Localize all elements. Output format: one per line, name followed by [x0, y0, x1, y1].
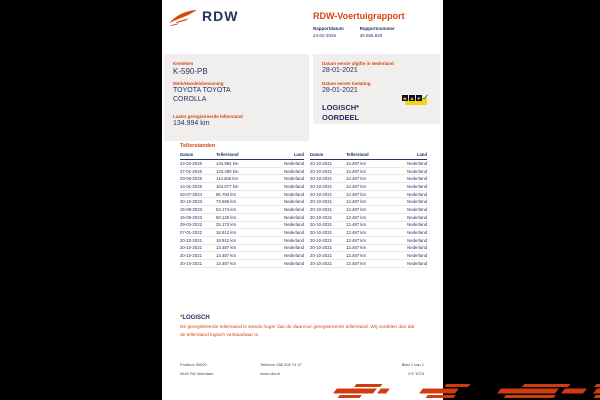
- header-tellerstand: Tellerstand: [216, 152, 239, 157]
- logisch-footnote: [180, 315, 420, 339]
- cell-tellerstand: 73.686 km: [216, 199, 237, 205]
- tellerstand-label: Laatst geregistreerde tellerstand: [173, 113, 243, 119]
- rapportdatum-block: [313, 26, 344, 38]
- header-tellerstand: Tellerstand: [346, 152, 369, 157]
- bottom-stripes-graphic: [320, 382, 600, 400]
- teller-table-right: [310, 152, 427, 268]
- cell-land: Nederland: [407, 160, 427, 166]
- cell-datum: 03-06-2025: [180, 176, 202, 182]
- table-row: [180, 222, 304, 230]
- table-row: [180, 206, 304, 214]
- cell-land: Nederland: [407, 245, 427, 251]
- cell-tellerstand: 123.480 km: [216, 168, 239, 174]
- cell-datum: 15-08-2023: [180, 206, 202, 212]
- cell-datum: 20-10-2021: [310, 176, 332, 182]
- toelating-label: Datum eerste toelating: [322, 80, 371, 86]
- table-row: [310, 183, 427, 191]
- cell-land: Nederland: [407, 214, 427, 220]
- cell-land: Nederland: [407, 253, 427, 259]
- cell-datum: 29-03-2022: [180, 222, 202, 228]
- table-row: [310, 229, 427, 237]
- cell-land: Nederland: [407, 260, 427, 266]
- cell-tellerstand: 25.173 km: [216, 222, 237, 228]
- nap-checkmark-icon: ✓: [422, 93, 429, 102]
- nap-logo: [402, 95, 428, 106]
- cell-land: Nederland: [407, 230, 427, 236]
- cell-datum: 20-10-2023: [180, 199, 202, 205]
- cell-datum: 03-07-2024: [180, 191, 202, 197]
- header-datum: Datum: [180, 152, 194, 157]
- footer-form-code: 3 E 1076: [407, 371, 424, 376]
- table-row: [310, 175, 427, 183]
- registration-status-panel: [313, 54, 440, 124]
- teller-table-left: [180, 152, 304, 268]
- table-row: [180, 168, 304, 176]
- cell-datum: 20-10-2021: [310, 222, 332, 228]
- rapportdatum-value: 24-02-2026: [313, 33, 337, 38]
- cell-land: Nederland: [284, 168, 304, 174]
- footnote-asterisk: *: [180, 315, 183, 321]
- table-row: [310, 191, 427, 199]
- table-row: [180, 160, 304, 168]
- table-row: [310, 252, 427, 260]
- rdw-wordmark: RDW: [202, 8, 239, 24]
- table-row: [310, 214, 427, 222]
- footnote-text: De geregistreerde tellerstand is steeds hoger dan de daarvoor geregistreerde tellerstand. Wij oordelen dan dat de tellerstand logisch verklaarbaar is.: [180, 325, 415, 338]
- cell-datum: 20-10-2021: [310, 214, 332, 220]
- cell-tellerstand: 13.487 km: [346, 183, 367, 189]
- cell-land: Nederland: [284, 237, 304, 243]
- table-row: [310, 206, 427, 214]
- cell-land: Nederland: [284, 191, 304, 197]
- cell-tellerstand: 60.126 km: [216, 214, 237, 220]
- nap-letter-p: P: [417, 95, 421, 101]
- cell-tellerstand: 13.487 km: [346, 199, 367, 205]
- cell-datum: 07-01-2022: [180, 230, 202, 236]
- cell-tellerstand: 13.487 km: [216, 245, 237, 251]
- footnote-title: *LOGISCH: [180, 315, 210, 321]
- rapportnummer-label: Rapportnummer: [359, 26, 395, 31]
- cell-tellerstand: 18.912 km: [216, 237, 237, 243]
- cell-land: Nederland: [284, 199, 304, 205]
- cell-land: Nederland: [284, 206, 304, 212]
- table-row: [310, 237, 427, 245]
- cell-tellerstand: 13.487 km: [346, 260, 367, 266]
- footer-address-line1: Postbus 30000: [180, 362, 207, 367]
- cell-land: Nederland: [407, 191, 427, 197]
- merk-label: Merk/Handelsbenaming: [173, 81, 224, 86]
- cell-tellerstand: 86.793 km: [216, 191, 237, 197]
- cell-land: Nederland: [407, 168, 427, 174]
- table-row: [180, 229, 304, 237]
- table-header-row: [180, 152, 304, 160]
- cell-datum: 20-10-2021: [180, 245, 202, 251]
- table-row: [310, 245, 427, 253]
- cell-land: Nederland: [284, 230, 304, 236]
- cell-tellerstand: 13.487 km: [216, 253, 237, 259]
- merk-value: TOYOTA TOYOTA COROLLA: [173, 87, 231, 103]
- cell-datum: 16-05-2023: [180, 214, 202, 220]
- cell-tellerstand: 18.912 km: [216, 230, 237, 236]
- cell-land: Nederland: [407, 206, 427, 212]
- cell-tellerstand: 13.487 km: [216, 260, 237, 266]
- table-row: [310, 168, 427, 176]
- cell-land: Nederland: [284, 160, 304, 166]
- rdw-feather-icon: [168, 9, 198, 27]
- cell-tellerstand: 13.487 km: [346, 253, 367, 259]
- cell-tellerstand: 13.487 km: [346, 214, 367, 220]
- cell-tellerstand: 13.487 km: [346, 160, 367, 166]
- cell-tellerstand: 114.266 km: [216, 176, 239, 182]
- cell-tellerstand: 63.174 km: [216, 206, 237, 212]
- table-header-row: [310, 152, 427, 160]
- cell-land: Nederland: [407, 183, 427, 189]
- footer-contact: [260, 362, 372, 380]
- table-row: [180, 245, 304, 253]
- cell-datum: 20-10-2021: [310, 168, 332, 174]
- header-datum: Datum: [310, 152, 324, 157]
- table-row: [180, 198, 304, 206]
- report-meta: [313, 26, 395, 38]
- cell-datum: 20-10-2021: [310, 183, 332, 189]
- cell-land: Nederland: [284, 222, 304, 228]
- rapportdatum-label: Rapportdatum: [313, 26, 344, 31]
- toelating-value: 28-01-2021: [322, 86, 358, 94]
- report-page: [162, 0, 443, 400]
- table-row: [310, 198, 427, 206]
- tellerstanden-title: Tellerstanden: [180, 143, 216, 149]
- table-row: [180, 252, 304, 260]
- cell-datum: 20-12-2021: [180, 237, 202, 243]
- cell-land: Nederland: [284, 183, 304, 189]
- table-row: [180, 260, 304, 268]
- footer-address-line2: 9640 RA Veendam: [180, 371, 214, 376]
- table-row: [180, 191, 304, 199]
- header-land: Land: [416, 152, 427, 157]
- table-row: [310, 160, 427, 168]
- rapportnummer-value: 30.666.825: [359, 33, 383, 38]
- nap-letter-a: A: [410, 95, 414, 101]
- cell-tellerstand: 13.487 km: [346, 222, 367, 228]
- table-row: [180, 183, 304, 191]
- cell-land: Nederland: [407, 176, 427, 182]
- afgifte-label: Datum eerste afgifte in Nederland: [322, 61, 394, 66]
- cell-tellerstand: 13.487 km: [346, 176, 367, 182]
- table-row: [310, 260, 427, 268]
- tellerstand-value: 134.994 km: [173, 119, 210, 127]
- cell-land: Nederland: [284, 260, 304, 266]
- table-row: [180, 214, 304, 222]
- cell-land: Nederland: [284, 253, 304, 259]
- footer-pageinfo: [372, 362, 424, 380]
- cell-tellerstand: 134.994 km: [216, 160, 239, 166]
- footer-website-link[interactable]: www.rdw.nl: [260, 371, 281, 376]
- cell-datum: 20-10-2021: [180, 253, 202, 259]
- oordeel-text: LOGISCH* OORDEEL: [322, 102, 360, 122]
- cell-datum: 20-10-2021: [180, 260, 202, 266]
- cell-tellerstand: 13.487 km: [346, 245, 367, 251]
- cell-datum: 20-10-2021: [310, 199, 332, 205]
- page-footer: [180, 362, 424, 380]
- vehicle-info-panel: [164, 54, 309, 141]
- nap-letter-n: N: [403, 95, 407, 101]
- teller-table-right-body: [310, 160, 427, 268]
- cell-tellerstand: 13.487 km: [346, 230, 367, 236]
- kenteken-label: Kenteken: [173, 61, 194, 66]
- cell-datum: 20-10-2021: [310, 191, 332, 197]
- table-row: [310, 222, 427, 230]
- cell-datum: 24-02-2026: [180, 160, 202, 166]
- footer-phone: Telefoon 088 008 74 47: [260, 362, 302, 367]
- footer-address: [180, 362, 260, 380]
- cell-land: Nederland: [407, 237, 427, 243]
- nap-logo-letters: [402, 95, 422, 101]
- header-land: Land: [293, 152, 304, 157]
- cell-tellerstand: 13.487 km: [346, 168, 367, 174]
- cell-datum: 20-10-2021: [310, 160, 332, 166]
- cell-datum: 20-10-2021: [310, 237, 332, 243]
- table-row: [180, 175, 304, 183]
- cell-datum: 20-10-2021: [310, 260, 332, 266]
- cell-tellerstand: 104.077 km: [216, 183, 239, 189]
- teller-table-left-body: [180, 160, 304, 268]
- footer-page-number: Blad 1 van 1: [401, 362, 424, 367]
- cell-datum: 20-10-2021: [310, 245, 332, 251]
- afgifte-value: 28-01-2021: [322, 67, 358, 74]
- cell-land: Nederland: [284, 214, 304, 220]
- rapportnummer-block: [360, 26, 395, 38]
- cell-land: Nederland: [407, 199, 427, 205]
- cell-datum: 20-10-2021: [310, 230, 332, 236]
- cell-land: Nederland: [407, 222, 427, 228]
- cell-datum: 20-10-2021: [310, 253, 332, 259]
- cell-datum: 20-10-2021: [310, 206, 332, 212]
- cell-tellerstand: 13.487 km: [346, 191, 367, 197]
- page-title: RDW-Voertuigrapport: [313, 11, 405, 21]
- cell-tellerstand: 13.487 km: [346, 206, 367, 212]
- cell-land: Nederland: [284, 176, 304, 182]
- cell-datum: 14-01-2025: [180, 183, 202, 189]
- cell-land: Nederland: [284, 245, 304, 251]
- cell-tellerstand: 13.487 km: [346, 237, 367, 243]
- cell-datum: 27-01-2026: [180, 168, 202, 174]
- table-row: [180, 237, 304, 245]
- kenteken-value: K-590-PB: [173, 67, 208, 76]
